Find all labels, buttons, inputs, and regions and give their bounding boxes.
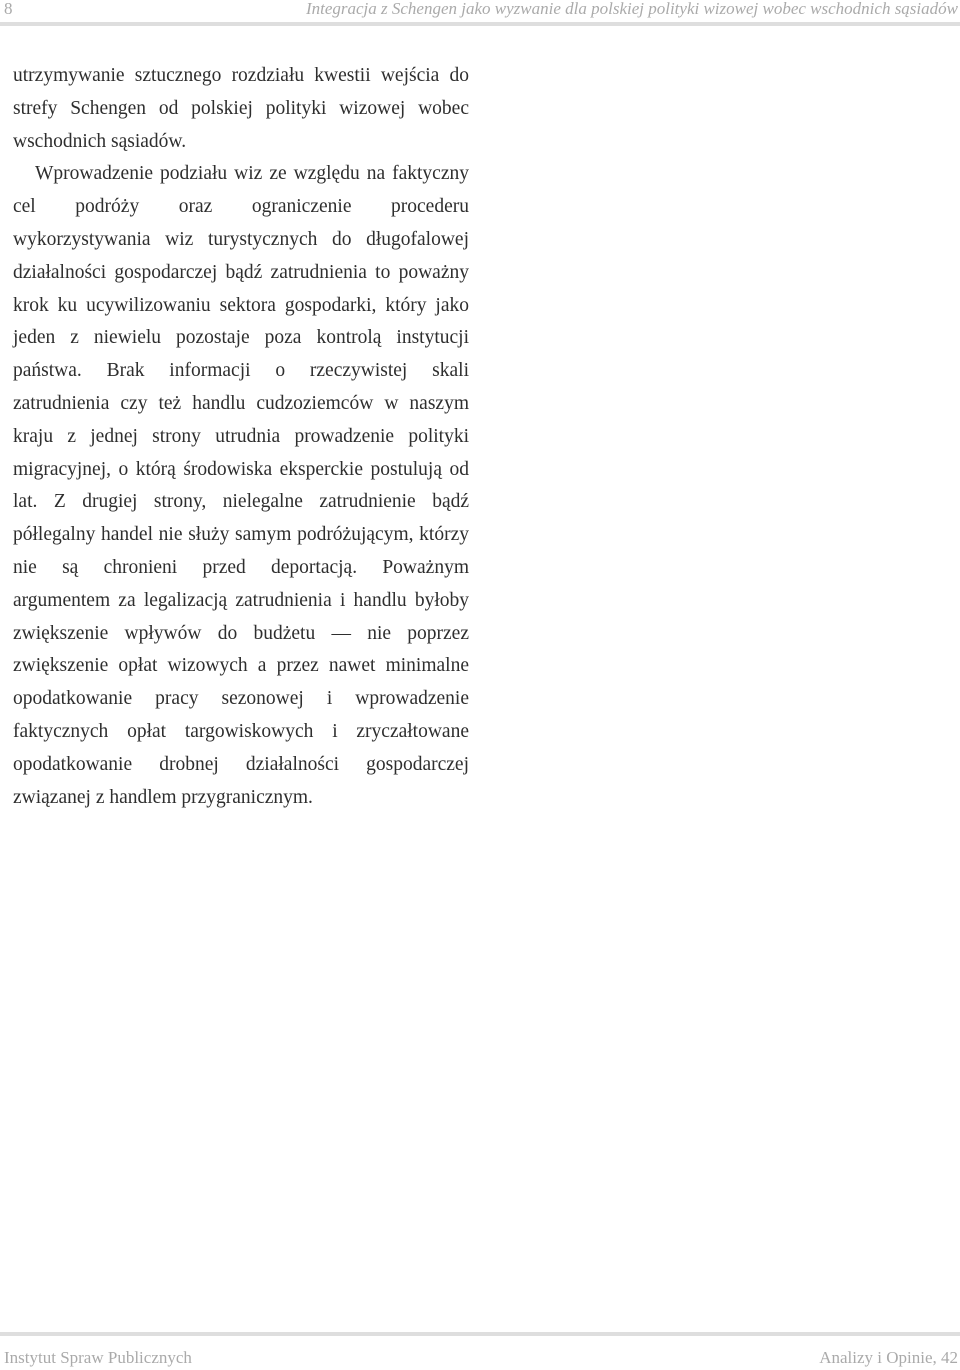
paragraph-continued: utrzymywanie sztucznego rozdziału kwestii wejścia do strefy Schengen od polskiej polityki wizowej wobec wschodnich sąsiadów.: [13, 65, 469, 152]
page-footer: [0, 1332, 960, 1370]
page-number: 8: [4, 0, 13, 18]
main-text: [13, 60, 469, 814]
page-header: [0, 0, 960, 22]
footer-publisher: Instytut Spraw Publicznych: [4, 1348, 192, 1367]
footer-divider: [0, 1332, 960, 1336]
running-title: Integracja z Schengen jako wyzwanie dla polskiej polityki wizowej wobec wschodnich sąsiadów: [305, 0, 958, 18]
paragraph: Wprowadzenie podziału wiz ze względu na faktyczny cel podróży oraz ograniczenie procederu wykorzystywania wiz turystycznych do długofalowej działalności gospodarczej bądź zatrudnienia to poważny krok ku ucywilizowaniu sektora gospodarki, który jako jeden z niewielu pozostaje poza kontrolą instytucji państwa. Brak informacji o rzeczywistej skali zatrudnienia czy też handlu cudzoziemców w naszym kraju z jednej strony utrudnia prowadzenie polityki migracyjnej, o którą środowiska eksperckie postulują od lat. Z drugiej strony, nielegalne zatrudnienie bądź półlegalny handel nie służy samym podróżującym, którzy nie są chronieni przed deportacją. Poważnym argumentem za legalizacją zatrudnienia i handlu byłoby zwiększenie wpływów do budżetu — nie poprzez zwiększenie opłat wizowych a przez nawet minimalne opodatkowanie pracy sezonowej i wprowadzenie faktycznych opłat targowiskowych i zryczałtowane opodatkowanie drobnej działalności gospodarczej związanej z handlem przygranicznym.: [13, 163, 469, 808]
header-divider: [0, 22, 960, 26]
footer-series: Analizy i Opinie, 42: [819, 1348, 958, 1367]
